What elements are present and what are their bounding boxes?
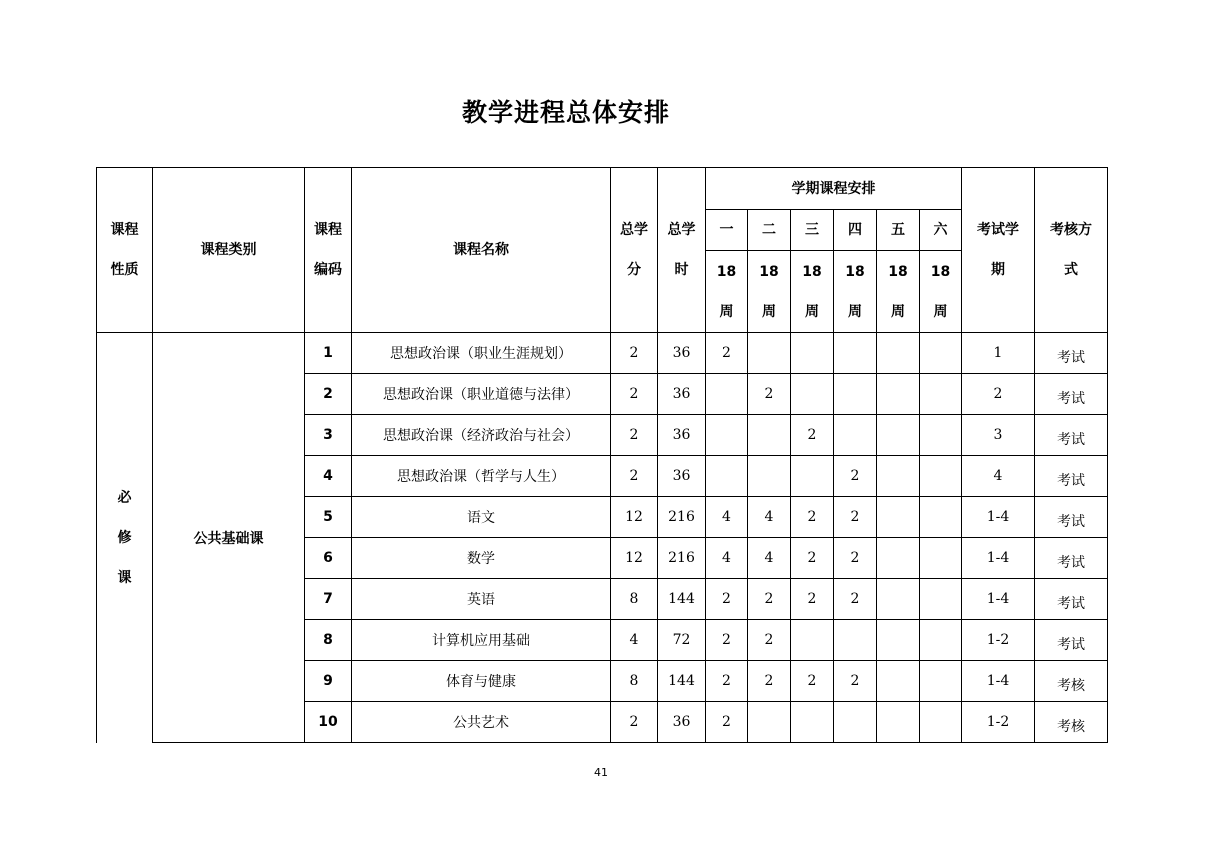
course-credits: 2 bbox=[611, 333, 658, 374]
course-credits: 12 bbox=[611, 497, 658, 538]
course-category-cell: 公共基础课 bbox=[153, 333, 305, 743]
header-exam-term: 考试学 期 bbox=[962, 168, 1035, 333]
assessment-method: 考试 bbox=[1035, 333, 1108, 374]
course-name: 语文 bbox=[352, 497, 611, 538]
course-name: 思想政治课（经济政治与社会） bbox=[352, 415, 611, 456]
semester-hours-6 bbox=[920, 620, 962, 661]
header-semester-1: 一 bbox=[706, 210, 748, 251]
exam-term: 1-2 bbox=[962, 620, 1035, 661]
exam-term: 1-4 bbox=[962, 661, 1035, 702]
semester-hours-4: 2 bbox=[834, 456, 877, 497]
header-credits: 总学 分 bbox=[611, 168, 658, 333]
semester-hours-1: 2 bbox=[706, 661, 748, 702]
semester-hours-4: 2 bbox=[834, 661, 877, 702]
semester-hours-6 bbox=[920, 661, 962, 702]
header-semester-2: 二 bbox=[748, 210, 791, 251]
exam-term: 1-4 bbox=[962, 497, 1035, 538]
header-weeks-4: 18 周 bbox=[834, 251, 877, 333]
course-code: 10 bbox=[305, 702, 352, 743]
header-semester-group: 学期课程安排 bbox=[706, 168, 962, 210]
semester-hours-1: 2 bbox=[706, 333, 748, 374]
semester-hours-2 bbox=[748, 333, 791, 374]
course-hours: 216 bbox=[658, 497, 706, 538]
header-semester-3: 三 bbox=[791, 210, 834, 251]
assessment-method: 考试 bbox=[1035, 456, 1108, 497]
semester-hours-5 bbox=[877, 497, 920, 538]
course-name: 计算机应用基础 bbox=[352, 620, 611, 661]
semester-hours-3 bbox=[791, 374, 834, 415]
semester-hours-1: 2 bbox=[706, 702, 748, 743]
semester-hours-3: 2 bbox=[791, 497, 834, 538]
semester-hours-3: 2 bbox=[791, 538, 834, 579]
course-name: 思想政治课（职业生涯规划） bbox=[352, 333, 611, 374]
course-credits: 2 bbox=[611, 702, 658, 743]
semester-hours-6 bbox=[920, 374, 962, 415]
semester-hours-2: 2 bbox=[748, 374, 791, 415]
semester-hours-5 bbox=[877, 661, 920, 702]
course-code: 4 bbox=[305, 456, 352, 497]
assessment-method: 考试 bbox=[1035, 579, 1108, 620]
semester-hours-6 bbox=[920, 702, 962, 743]
header-assessment: 考核方 式 bbox=[1035, 168, 1108, 333]
course-hours: 36 bbox=[658, 333, 706, 374]
header-weeks-2: 18 周 bbox=[748, 251, 791, 333]
header-weeks-1: 18 周 bbox=[706, 251, 748, 333]
semester-hours-2: 4 bbox=[748, 497, 791, 538]
semester-hours-3 bbox=[791, 702, 834, 743]
semester-hours-6 bbox=[920, 333, 962, 374]
semester-hours-6 bbox=[920, 579, 962, 620]
semester-hours-4 bbox=[834, 620, 877, 661]
semester-hours-2: 2 bbox=[748, 579, 791, 620]
semester-hours-4 bbox=[834, 333, 877, 374]
header-semester-6: 六 bbox=[920, 210, 962, 251]
semester-hours-5 bbox=[877, 579, 920, 620]
course-code: 5 bbox=[305, 497, 352, 538]
semester-hours-2 bbox=[748, 456, 791, 497]
semester-hours-3 bbox=[791, 333, 834, 374]
assessment-method: 考试 bbox=[1035, 538, 1108, 579]
assessment-method: 考试 bbox=[1035, 374, 1108, 415]
course-credits: 2 bbox=[611, 415, 658, 456]
course-name: 体育与健康 bbox=[352, 661, 611, 702]
semester-hours-2: 2 bbox=[748, 620, 791, 661]
assessment-method: 考试 bbox=[1035, 415, 1108, 456]
exam-term: 1-2 bbox=[962, 702, 1035, 743]
semester-hours-4: 2 bbox=[834, 579, 877, 620]
course-hours: 144 bbox=[658, 579, 706, 620]
semester-hours-1 bbox=[706, 374, 748, 415]
semester-hours-6 bbox=[920, 415, 962, 456]
semester-hours-6 bbox=[920, 497, 962, 538]
semester-hours-5 bbox=[877, 415, 920, 456]
header-category: 课程类别 bbox=[153, 168, 305, 333]
course-code: 9 bbox=[305, 661, 352, 702]
course-name: 公共艺术 bbox=[352, 702, 611, 743]
semester-hours-1: 2 bbox=[706, 579, 748, 620]
course-hours: 72 bbox=[658, 620, 706, 661]
course-hours: 36 bbox=[658, 415, 706, 456]
semester-hours-6 bbox=[920, 538, 962, 579]
assessment-method: 考核 bbox=[1035, 702, 1108, 743]
course-code: 7 bbox=[305, 579, 352, 620]
semester-hours-5 bbox=[877, 456, 920, 497]
course-code: 2 bbox=[305, 374, 352, 415]
course-name: 英语 bbox=[352, 579, 611, 620]
course-code: 3 bbox=[305, 415, 352, 456]
semester-hours-4 bbox=[834, 374, 877, 415]
exam-term: 4 bbox=[962, 456, 1035, 497]
semester-hours-5 bbox=[877, 538, 920, 579]
course-credits: 2 bbox=[611, 374, 658, 415]
course-code: 8 bbox=[305, 620, 352, 661]
header-nature: 课程 性质 bbox=[97, 168, 153, 333]
table-row bbox=[97, 333, 1108, 374]
course-credits: 12 bbox=[611, 538, 658, 579]
schedule-table-wrapper bbox=[96, 167, 1108, 743]
course-hours: 144 bbox=[658, 661, 706, 702]
header-hours: 总学 时 bbox=[658, 168, 706, 333]
header-code: 课程 编码 bbox=[305, 168, 352, 333]
semester-hours-1: 4 bbox=[706, 497, 748, 538]
exam-term: 2 bbox=[962, 374, 1035, 415]
semester-hours-2 bbox=[748, 415, 791, 456]
semester-hours-1: 4 bbox=[706, 538, 748, 579]
semester-hours-1 bbox=[706, 456, 748, 497]
semester-hours-4: 2 bbox=[834, 497, 877, 538]
semester-hours-5 bbox=[877, 702, 920, 743]
semester-hours-5 bbox=[877, 333, 920, 374]
semester-hours-5 bbox=[877, 374, 920, 415]
exam-term: 1-4 bbox=[962, 579, 1035, 620]
header-semester-4: 四 bbox=[834, 210, 877, 251]
course-nature-cell: 必 修 课 bbox=[97, 333, 153, 743]
schedule-table bbox=[96, 167, 1108, 743]
course-credits: 2 bbox=[611, 456, 658, 497]
page-number: 41 bbox=[594, 766, 608, 779]
header-semester-5: 五 bbox=[877, 210, 920, 251]
course-name: 思想政治课（哲学与人生） bbox=[352, 456, 611, 497]
semester-hours-3 bbox=[791, 620, 834, 661]
semester-hours-5 bbox=[877, 620, 920, 661]
exam-term: 3 bbox=[962, 415, 1035, 456]
semester-hours-3: 2 bbox=[791, 579, 834, 620]
course-credits: 8 bbox=[611, 661, 658, 702]
semester-hours-3: 2 bbox=[791, 661, 834, 702]
header-weeks-3: 18 周 bbox=[791, 251, 834, 333]
semester-hours-3: 2 bbox=[791, 415, 834, 456]
header-course-name: 课程名称 bbox=[352, 168, 611, 333]
header-weeks-5: 18 周 bbox=[877, 251, 920, 333]
semester-hours-4: 2 bbox=[834, 538, 877, 579]
semester-hours-2: 4 bbox=[748, 538, 791, 579]
course-rows bbox=[97, 333, 1108, 743]
semester-hours-4 bbox=[834, 702, 877, 743]
header-weeks-6: 18 周 bbox=[920, 251, 962, 333]
course-hours: 216 bbox=[658, 538, 706, 579]
course-hours: 36 bbox=[658, 374, 706, 415]
course-hours: 36 bbox=[658, 702, 706, 743]
semester-hours-6 bbox=[920, 456, 962, 497]
course-name: 数学 bbox=[352, 538, 611, 579]
assessment-method: 考核 bbox=[1035, 661, 1108, 702]
assessment-method: 考试 bbox=[1035, 497, 1108, 538]
semester-hours-1 bbox=[706, 415, 748, 456]
assessment-method: 考试 bbox=[1035, 620, 1108, 661]
semester-hours-3 bbox=[791, 456, 834, 497]
course-credits: 8 bbox=[611, 579, 658, 620]
semester-hours-1: 2 bbox=[706, 620, 748, 661]
exam-term: 1 bbox=[962, 333, 1035, 374]
course-credits: 4 bbox=[611, 620, 658, 661]
semester-hours-2: 2 bbox=[748, 661, 791, 702]
page-title: 教学进程总体安排 bbox=[462, 98, 671, 127]
exam-term: 1-4 bbox=[962, 538, 1035, 579]
course-name: 思想政治课（职业道德与法律） bbox=[352, 374, 611, 415]
course-code: 1 bbox=[305, 333, 352, 374]
semester-hours-2 bbox=[748, 702, 791, 743]
course-code: 6 bbox=[305, 538, 352, 579]
course-hours: 36 bbox=[658, 456, 706, 497]
semester-hours-4 bbox=[834, 415, 877, 456]
